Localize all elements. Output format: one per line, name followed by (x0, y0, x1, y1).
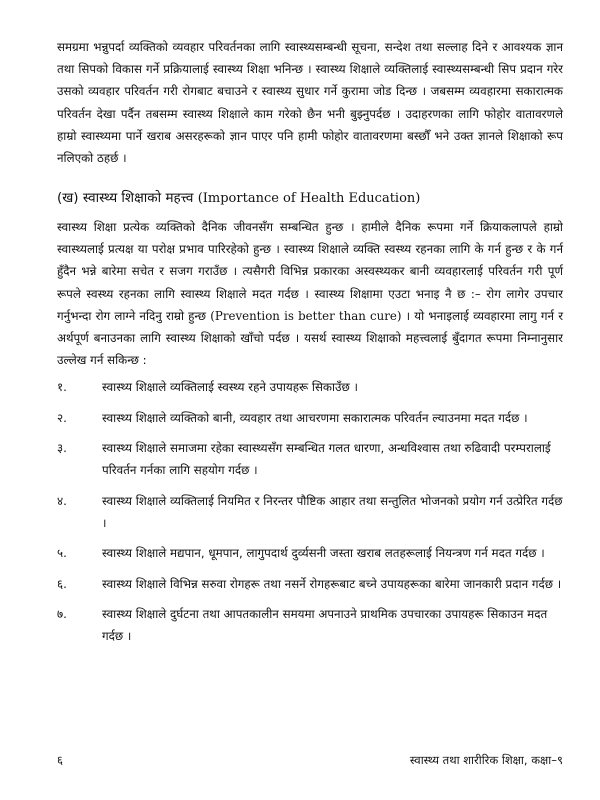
importance-paragraph-part2: । यो भनाइलाई व्यवहारमा लागु गर्न र अर्थपूर्ण बनाउनका लागि स्वास्थ्य शिक्षाको खाँचो पर्दछ । यसर्थ स्वास्थ्य शिक्षाको महत्त्वलाई बुँदागत रूपमा निम्नानुसार उल्लेख गर्न सकिन्छ : (57, 308, 564, 368)
page-number: ६ (57, 753, 63, 767)
list-item-text: स्वास्थ्य शिक्षाले व्यक्तिलाई नियमित र निरन्तर पौष्टिक आहार तथा सन्तुलित भोजनको प्रयोग गर्न उत्प्रेरित गर्दछ । (102, 493, 563, 530)
list-item (57, 376, 563, 398)
book-title: स्वास्थ्य तथा शारीरिक शिक्षा, कक्षा–९ (409, 753, 563, 767)
list-item-number: २. (57, 410, 67, 425)
list-item-number: ६. (57, 576, 67, 591)
list-item (57, 573, 563, 595)
importance-paragraph-part1: स्वास्थ्य शिक्षा प्रत्येक व्यक्तिको दैनिक जीवनसँग सम्बन्धित हुन्छ । हामीले दैनिक रूपमा गर्ने क्रियाकलापले हाम्रो स्वास्थ्यलाई प्रत्यक्ष या परोक्ष प्रभाव पारिरहेको हुन्छ । स्वास्थ्य शिक्षाले व्यक्ति स्वस्थ्य रहनका लागि के गर्न हुन्छ र के गर्न हुँदैन भन्ने बारेमा सचेत र सजग गराउँछ । त्यसैगरी विभिन्न प्रकारका अस्वस्थ्यकर बानी व्यवहारलाई परिवर्तन गरी पूर्ण रूपले स्वस्थ्य रहनका लागि स्वास्थ्य शिक्षाले मदत गर्दछ । स्वास्थ्य शिक्षामा एउटा भनाइ नै छ :– रोग लागेर उपचार गर्नुभन्दा रोग लाग्ने नदिनु राम्रो हुन्छ (57, 220, 563, 323)
list-item (57, 542, 563, 564)
list-item (57, 407, 563, 429)
section-heading (57, 188, 420, 209)
list-item-text: स्वास्थ्य शिक्षाले व्यक्तिलाई स्वस्थ्य रहने उपायहरू सिकाउँछ । (102, 380, 358, 394)
list-item-number: ४. (57, 493, 67, 508)
list-item-number: १. (57, 380, 67, 394)
list-item-text: स्वास्थ्य शिक्षाले विभिन्न सरुवा रोगहरू तथा नसर्ने रोगहरूबाट बच्ने उपायहरूका बारेमा जानकारी प्रदान गर्दछ । (102, 576, 562, 591)
list-item-text: स्वास्थ्य शिक्षाले समाजमा रहेका स्वास्थ्यसँग सम्बन्धित गलत धारणा, अन्धविश्वास तथा रुढिवादी परम्परालाई परिवर्तन गर्नका लागि सहयोग गर्दछ । (102, 441, 551, 477)
prevention-quote: (Prevention is better than cure) (210, 308, 402, 323)
list-item-number: ७. (57, 607, 67, 621)
list-item-text: स्वास्थ्य शिक्षाले व्यक्तिको बानी, व्यवहार तथा आचरणमा सकारात्मक परिवर्तन ल्याउनमा मदत गर्दछ । (102, 410, 528, 425)
list-item (57, 437, 563, 481)
list-item-text: स्वास्थ्य शिक्षाले मद्यपान, धूमपान, लागुपदार्थ दुर्व्यसनी जस्ता खराब लतहरूलाई नियन्त्रण गर्न मदत गर्दछ । (102, 546, 545, 560)
list-item-number: ३. (57, 441, 67, 455)
section-heading-english: (Importance of Health Education) (197, 191, 421, 206)
importance-points-list (57, 376, 563, 656)
list-item (57, 603, 563, 647)
list-item-text: स्वास्थ्य शिक्षाले दुर्घटना तथा आपतकालीन समयमा अपनाउने प्राथमिक उपचारका उपायहरू सिकाउन मदत गर्दछ । (102, 607, 548, 643)
list-item (57, 490, 563, 534)
intro-paragraph: समग्रमा भन्नुपर्दा व्यक्तिको व्यवहार परिवर्तनका लागि स्वास्थ्यसम्बन्धी सूचना, सन्देश तथा सल्लाह दिने र आवश्यक ज्ञान तथा सिपको विकास गर्ने प्रक्रियालाई स्वास्थ्य शिक्षा भनिन्छ । स्वास्थ्य शिक्षाले व्यक्तिलाई स्वास्थ्यसम्बन्धी सिप प्रदान गरेर उसको व्यवहार परिवर्तन गरी रोगबाट बचाउने र स्वास्थ्य सुधार गर्ने कुरामा जोड दिन्छ । जबसम्म व्यवहारमा सकारात्मक परिवर्तन देखा पर्दैन तबसम्म स्वास्थ्य शिक्षाले काम गरेको छैन भनी बुझ्नुपर्दछ । उदाहरणका लागि फोहोर वातावरणले हाम्रो स्वास्थ्यमा पार्ने खराब असरहरूको ज्ञान पाएर पनि हामी फोहोर वातावरणमा बस्छौँ भने उक्त ज्ञानले शिक्षाको रूप नलिएको ठहर्छ । (57, 40, 563, 166)
list-item-number: ५. (57, 546, 67, 560)
importance-paragraph (57, 216, 563, 371)
section-heading-nepali: (ख) स्वास्थ्य शिक्षाको महत्त्व (57, 190, 194, 206)
